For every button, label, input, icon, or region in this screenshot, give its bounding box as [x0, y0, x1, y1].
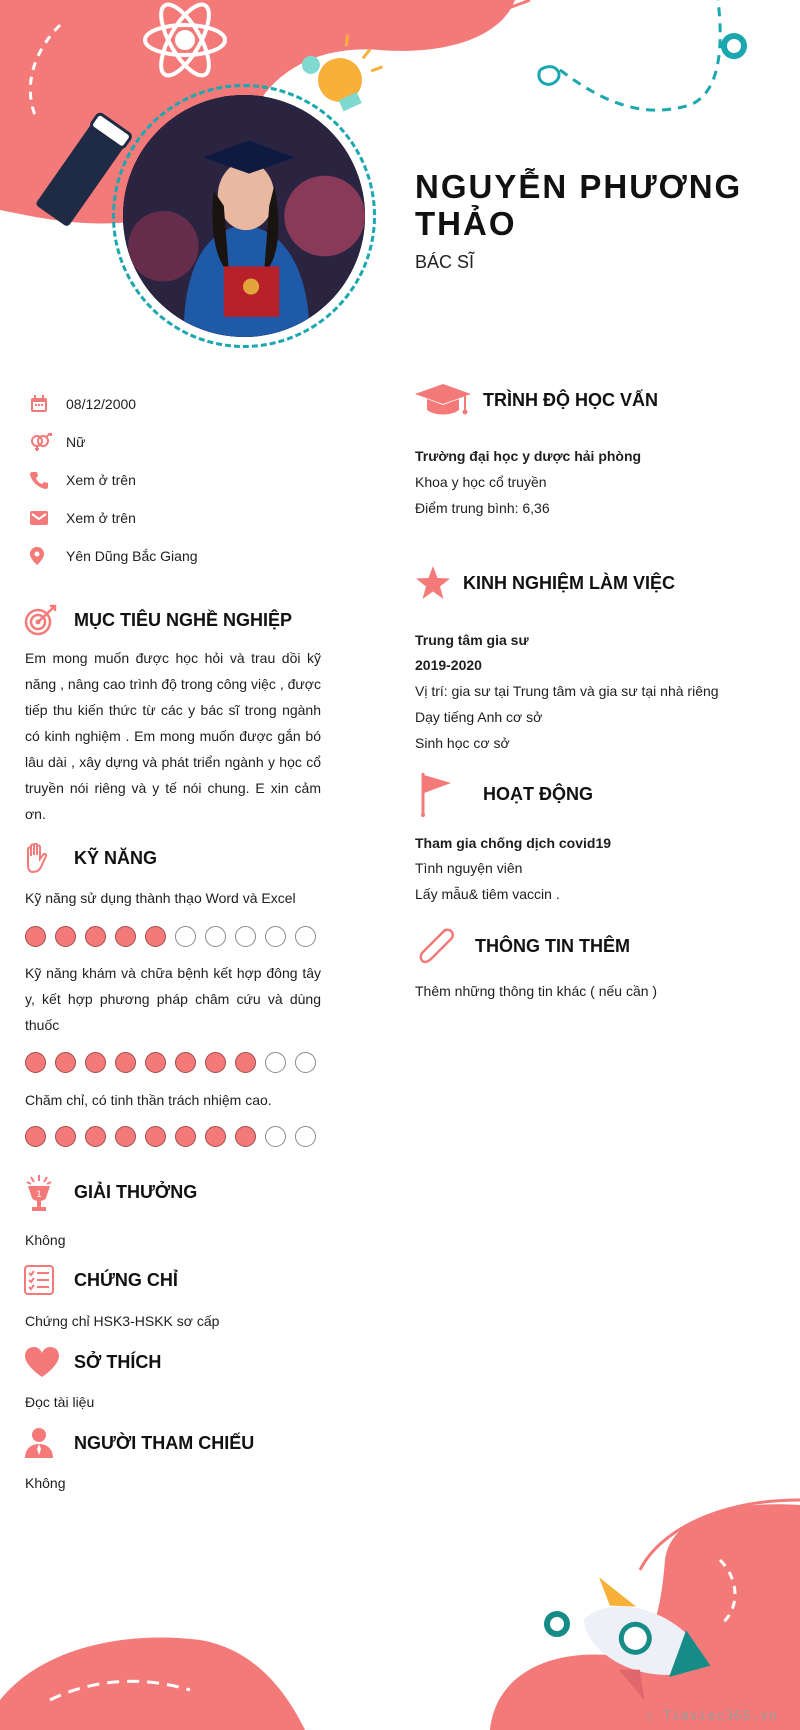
extra-info-heading — [415, 926, 630, 966]
gender-icon — [26, 431, 66, 453]
gender-value: Nữ — [66, 434, 86, 450]
education-gpa: Điểm trung bình: 6,36 — [415, 500, 550, 516]
activities-line-2: Lấy mẫu& tiêm vaccin . — [415, 886, 560, 902]
skill-1-name: Kỹ năng sử dụng thành thạo Word và Excel — [25, 890, 296, 906]
certificates-text: Chứng chỉ HSK3-HSKK sơ cấp — [25, 1313, 220, 1329]
skill-1-rating — [25, 926, 316, 947]
experience-line-2: Dạy tiếng Anh cơ sở — [415, 709, 543, 725]
extra-info-text: Thêm những thông tin khác ( nếu cần ) — [415, 983, 658, 999]
references-text: Không — [25, 1475, 66, 1491]
rating-dot — [205, 1052, 226, 1073]
experience-line-1: Vị trí: gia sư tại Trung tâm và gia sư tại nhà riêng — [415, 683, 719, 699]
address-value: Yên Dũng Bắc Giang — [66, 548, 198, 564]
rating-dot — [235, 1052, 256, 1073]
phone-icon — [26, 469, 66, 491]
skill-2-name: Kỹ năng khám và chữa bệnh kết hợp đông tây y, kết hợp phương pháp châm cứu và dùng thuốc — [25, 965, 321, 1033]
birthday-value: 08/12/2000 — [66, 396, 137, 412]
target-icon — [24, 600, 74, 640]
avatar-frame — [112, 84, 376, 348]
graduate-photo-illustration — [123, 95, 365, 337]
rating-dot — [235, 1126, 256, 1147]
experience-title: KINH NGHIỆM LÀM VIỆC — [463, 572, 676, 593]
rating-dot — [145, 1126, 166, 1147]
references-title: NGƯỜI THAM CHIẾU — [74, 1432, 255, 1453]
contact-list — [26, 385, 346, 575]
education-school: Trường đại học y dược hải phòng — [415, 448, 642, 464]
watermark: ∴ Timviec365.vn — [645, 1709, 778, 1724]
rating-dot — [85, 1126, 106, 1147]
graduation-cap-icon — [415, 380, 483, 420]
rating-dot — [205, 1126, 226, 1147]
rating-dot — [265, 926, 286, 947]
trophy-icon — [24, 1172, 74, 1212]
awards-heading — [24, 1172, 197, 1212]
hobbies-text: Đọc tài liệu — [25, 1394, 95, 1410]
awards-title: GIẢI THƯỞNG — [74, 1181, 198, 1202]
extra-info-title: THÔNG TIN THÊM — [475, 935, 630, 956]
rating-dot — [145, 926, 166, 947]
rating-dot — [235, 926, 256, 947]
candidate-name: NGUYỄN PHƯƠNG THẢO — [415, 168, 743, 242]
calendar-icon — [26, 393, 66, 415]
rating-dot — [205, 926, 226, 947]
skill-3-name: Chăm chỉ, có tinh thần trách nhiệm cao. — [25, 1092, 272, 1108]
contact-address — [26, 537, 346, 575]
rating-dot — [295, 1052, 316, 1073]
phone-value[interactable]: Xem ở trên — [66, 472, 136, 488]
contact-email — [26, 499, 346, 537]
rating-dot — [115, 1052, 136, 1073]
location-pin-icon — [26, 545, 66, 567]
rating-dot — [295, 1126, 316, 1147]
raised-hand-icon — [24, 838, 74, 878]
rating-dot — [55, 1126, 76, 1147]
experience-company: Trung tâm gia sư — [415, 632, 529, 648]
job-title: BÁC SĨ — [415, 252, 475, 272]
flag-icon — [415, 774, 483, 814]
rating-dot — [265, 1052, 286, 1073]
checklist-icon — [24, 1260, 74, 1300]
skill-2-rating — [25, 1052, 316, 1073]
rating-dot — [145, 1052, 166, 1073]
contact-birthday — [26, 385, 346, 423]
activities-heading — [415, 774, 593, 814]
education-heading — [415, 380, 658, 420]
objective-title: MỤC TIÊU NGHỀ NGHIỆP — [74, 609, 293, 630]
awards-text: Không — [25, 1232, 66, 1248]
rating-dot — [55, 926, 76, 947]
avatar — [123, 95, 365, 337]
references-heading — [24, 1423, 254, 1463]
svg-text:1: 1 — [36, 1189, 42, 1199]
rating-dot — [175, 1052, 196, 1073]
rating-dot — [295, 926, 316, 947]
rating-dot — [175, 1126, 196, 1147]
rating-dot — [265, 1126, 286, 1147]
rating-dot — [25, 1126, 46, 1147]
heart-icon — [24, 1342, 74, 1382]
education-major: Khoa y học cổ truyền — [415, 474, 547, 490]
rating-dot — [85, 926, 106, 947]
certificates-title: CHỨNG CHỈ — [74, 1269, 178, 1290]
rating-dot — [55, 1052, 76, 1073]
rating-dot — [175, 926, 196, 947]
skill-3-rating — [25, 1126, 316, 1147]
rating-dot — [115, 1126, 136, 1147]
rating-dot — [25, 1052, 46, 1073]
paperclip-icon — [415, 926, 475, 966]
activities-line-1: Tình nguyện viên — [415, 860, 523, 876]
certificates-heading — [24, 1260, 178, 1300]
experience-period: 2019-2020 — [415, 657, 482, 673]
objective-heading — [24, 600, 292, 640]
experience-line-3: Sinh học cơ sở — [415, 735, 510, 751]
star-icon — [415, 563, 463, 603]
experience-heading — [415, 563, 675, 603]
objective-text: Em mong muốn được học hỏi và trau dồi kỹ năng , nâng cao trình độ trong công việc , được tiếp thu kiến thức từ các y bác sĩ trong ngành có kinh nghiệm . Em mong muốn được gắn bó lâu dài , xây dựng và phát triển ngành y học cổ truyền nói riêng và y tế nói chung. E xin cảm ơn. — [25, 650, 321, 822]
email-value[interactable]: Xem ở trên — [66, 510, 136, 526]
activities-title: HOẠT ĐỘNG — [483, 783, 593, 804]
contact-phone — [26, 461, 346, 499]
skills-title: KỸ NĂNG — [74, 847, 158, 868]
mail-icon — [26, 507, 66, 529]
activities-name: Tham gia chống dịch covid19 — [415, 835, 612, 851]
hobbies-heading — [24, 1342, 161, 1382]
rating-dot — [25, 926, 46, 947]
education-title: TRÌNH ĐỘ HỌC VẤN — [483, 389, 658, 410]
contact-gender — [26, 423, 346, 461]
skills-heading — [24, 838, 157, 878]
person-icon — [24, 1423, 74, 1463]
rating-dot — [115, 926, 136, 947]
rating-dot — [85, 1052, 106, 1073]
hobbies-title: SỞ THÍCH — [74, 1351, 162, 1372]
